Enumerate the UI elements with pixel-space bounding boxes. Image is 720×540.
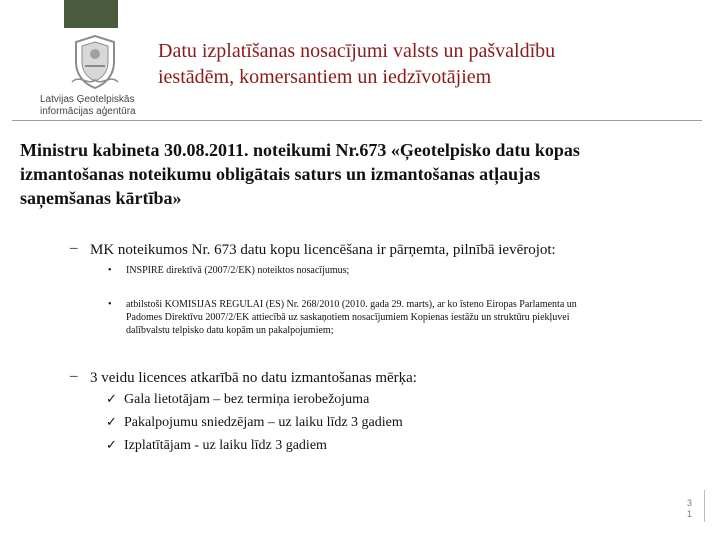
sub-bullet-inspire-text: INSPIRE direktīvā (2007/2/EK) noteiktos nosacījumus;	[126, 265, 350, 276]
logo-text-line2: informācijas aģentūra	[40, 106, 136, 117]
check-item-end-user-text: Gala lietotājam – bez termiņa ierobežojuma	[124, 392, 370, 407]
bullet-licensing-text: MK noteikumos Nr. 673 datu kopu licencēšana ir pārņemta, pilnībā ievērojot:	[90, 242, 556, 258]
checkmark-icon: ✓	[106, 438, 117, 453]
sub-bullet-regulation-line1: atbilstoši KOMISIJAS REGULAI (ES) Nr. 268/2010 (2010. gada 29. marts), ar ko īsteno Eiropas Parlamenta un	[126, 299, 577, 310]
slide-title-line1: Datu izplatīšanas nosacījumi valsts un pašvaldību	[158, 40, 556, 62]
sub-bullet-regulation	[108, 298, 577, 337]
slide-title	[158, 38, 698, 90]
check-item-end-user	[106, 390, 369, 410]
logo-text-line1: Latvijas Ģeotelpiskās	[40, 94, 135, 105]
page-number-digit1: 3	[686, 498, 692, 508]
bullet-dot: •	[108, 265, 112, 276]
page-number-digit2: 1	[686, 509, 692, 519]
slide-title-line2: iestādēm, komersantiem un iedzīvotājiem	[158, 66, 492, 88]
sub-bullet-regulation-text	[126, 298, 577, 337]
checkmark-icon: ✓	[106, 392, 117, 407]
page-number	[687, 498, 692, 520]
bullet-licensing	[70, 240, 556, 260]
bullet-licence-types-text: 3 veidu licences atkarībā no datu izmantošanas mērķa:	[90, 370, 417, 386]
coat-of-arms-icon	[70, 34, 120, 90]
check-item-distributor	[106, 436, 327, 456]
checkmark-icon: ✓	[106, 415, 117, 430]
header-divider	[12, 120, 702, 121]
main-heading	[20, 138, 700, 210]
sub-bullet-regulation-line2: Padomes Direktīvu 2007/2/EK attiecībā uz saskaņotiem nosacījumiem Kopienas iestāžu un struktūru piekļuvei	[126, 312, 570, 323]
dash-marker: –	[70, 240, 78, 256]
dash-marker: –	[70, 368, 78, 384]
page-number-rule	[704, 490, 705, 522]
main-heading-line1: Ministru kabineta 30.08.2011. noteikumi Nr.673 «Ģeotelpisko datu kopas	[20, 140, 580, 160]
sub-bullet-inspire	[108, 264, 349, 277]
check-item-service-provider-text: Pakalpojumu sniedzējam – uz laiku līdz 3 gadiem	[124, 415, 403, 430]
main-heading-line3: saņemšanas kārtība»	[20, 188, 182, 208]
bullet-licence-types	[70, 368, 417, 388]
accent-square	[64, 0, 118, 28]
sub-bullet-regulation-line3: dalībvalstu telpisko datu kopām un pakalpojumiem;	[126, 325, 334, 336]
check-item-distributor-text: Izplatītājam - uz laiku līdz 3 gadiem	[124, 438, 327, 453]
check-item-service-provider	[106, 413, 403, 433]
bullet-dot: •	[108, 299, 112, 310]
agency-logo	[40, 34, 150, 124]
main-heading-line2: izmantošanas noteikumu obligātais saturs un izmantošanas atļaujas	[20, 164, 541, 184]
